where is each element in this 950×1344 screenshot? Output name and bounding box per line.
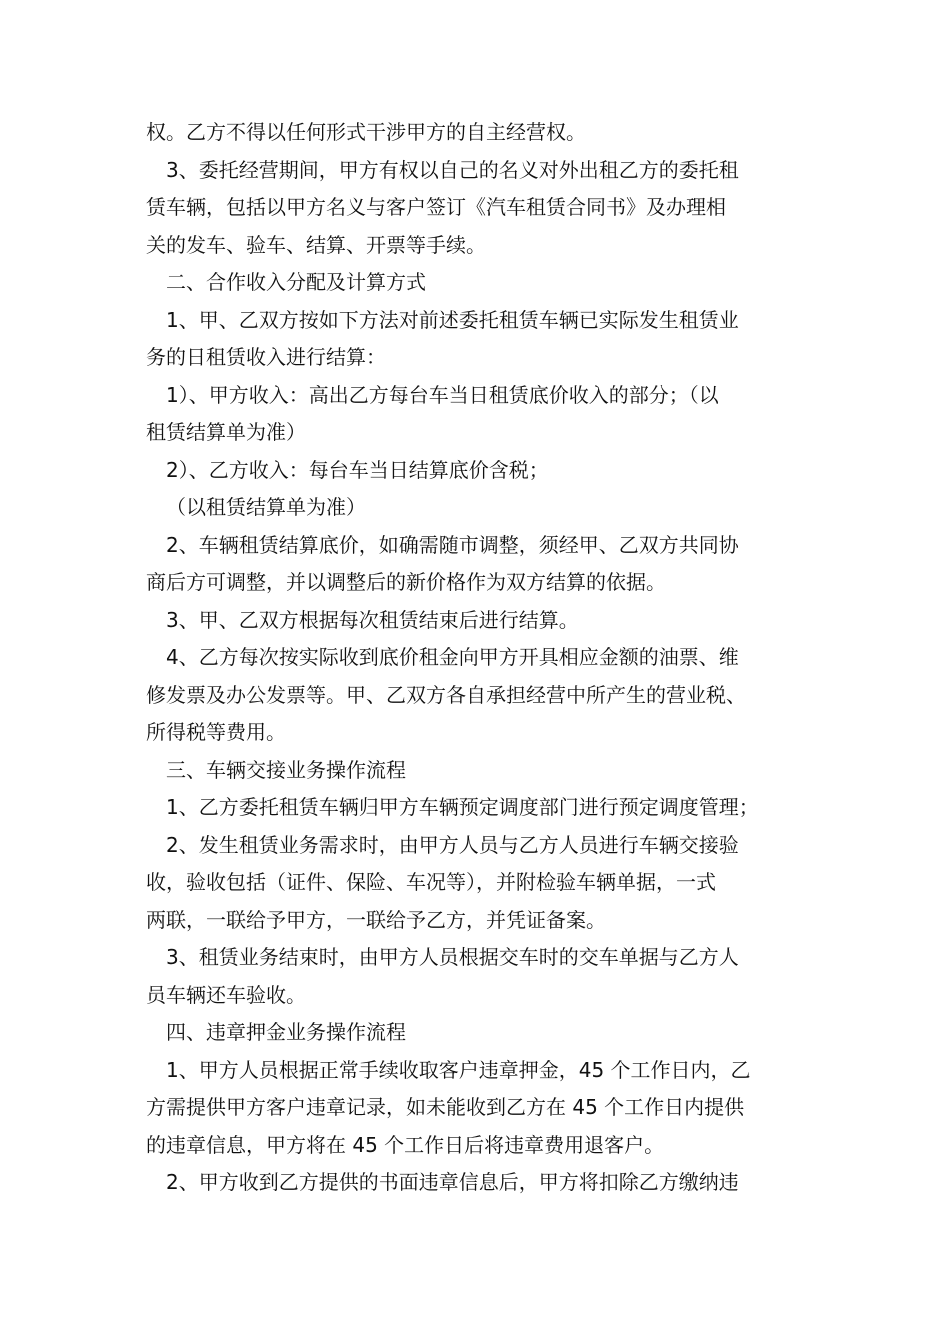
text-line-12: 2、车辆租赁结算底价，如确需随市调整，须经甲、乙双方共同协 — [166, 532, 739, 557]
text-line-9: 租赁结算单为准） — [146, 420, 306, 444]
text-line-1: 权。乙方不得以任何形式干涉甲方的自主经营权。 — [146, 120, 586, 144]
text-line-8: 1）、甲方收入：高出乙方每台车当日租赁底价收入的部分；（以 — [166, 382, 719, 407]
text-line-15: 4、乙方每次按实际收到底价租金向甲方开具相应金额的油票、维 — [166, 645, 739, 669]
text-line-3: 赁车辆，包括以甲方名义与客户签订《汽车租赁合同书》及办理相 — [146, 195, 726, 219]
text-line-22: 两联，一联给予甲方，一联给予乙方，并凭证备案。 — [146, 907, 606, 932]
text-line-26: 1、甲方人员根据正常手续收取客户违章押金，45 个工作日内，乙 — [166, 1057, 751, 1082]
section-heading-3: 三、车辆交接业务操作流程 — [166, 757, 406, 782]
text-line-27: 方需提供甲方客户违章记录，如未能收到乙方在 45 个工作日内提供 — [146, 1095, 745, 1119]
text-line-13: 商后方可调整，并以调整后的新价格作为双方结算的依据。 — [146, 570, 666, 594]
text-line-7: 务的日租赁收入进行结算： — [146, 345, 386, 369]
text-line-24: 员车辆还车验收。 — [146, 982, 306, 1007]
section-heading-4: 四、违章押金业务操作流程 — [166, 1020, 406, 1044]
text-line-11: （以租赁结算单为准） — [166, 495, 366, 519]
text-line-10: 2）、乙方收入：每台车当日结算底价含税； — [166, 457, 549, 482]
text-line-17: 所得税等费用。 — [146, 720, 286, 744]
text-line-2: 3、委托经营期间，甲方有权以自己的名义对外出租乙方的委托租 — [166, 157, 739, 182]
text-line-28: 的违章信息，甲方将在 45 个工作日后将违章费用退客户。 — [146, 1132, 665, 1157]
text-line-19: 1、乙方委托租赁车辆归甲方车辆预定调度部门进行预定调度管理； — [166, 795, 759, 819]
text-line-21: 收，验收包括（证件、保险、车况等），并附检验车辆单据，一式 — [146, 870, 716, 894]
text-line-4: 关的发车、验车、结算、开票等手续。 — [146, 232, 486, 257]
text-line-16: 修发票及办公发票等。甲、乙双方各自承担经营中所产生的营业税、 — [146, 682, 746, 707]
text-line-14: 3、甲、乙双方根据每次租赁结束后进行结算。 — [166, 607, 579, 632]
section-heading-2: 二、合作收入分配及计算方式 — [166, 270, 426, 294]
text-line-29: 2、甲方收到乙方提供的书面违章信息后，甲方将扣除乙方缴纳违 — [166, 1170, 739, 1194]
text-line-23: 3、租赁业务结束时，由甲方人员根据交车时的交车单据与乙方人 — [166, 945, 739, 969]
text-line-6: 1、甲、乙双方按如下方法对前述委托租赁车辆已实际发生租赁业 — [166, 307, 739, 332]
document-body — [146, 114, 826, 1202]
text-line-20: 2、发生租赁业务需求时，由甲方人员与乙方人员进行车辆交接验 — [166, 832, 739, 857]
